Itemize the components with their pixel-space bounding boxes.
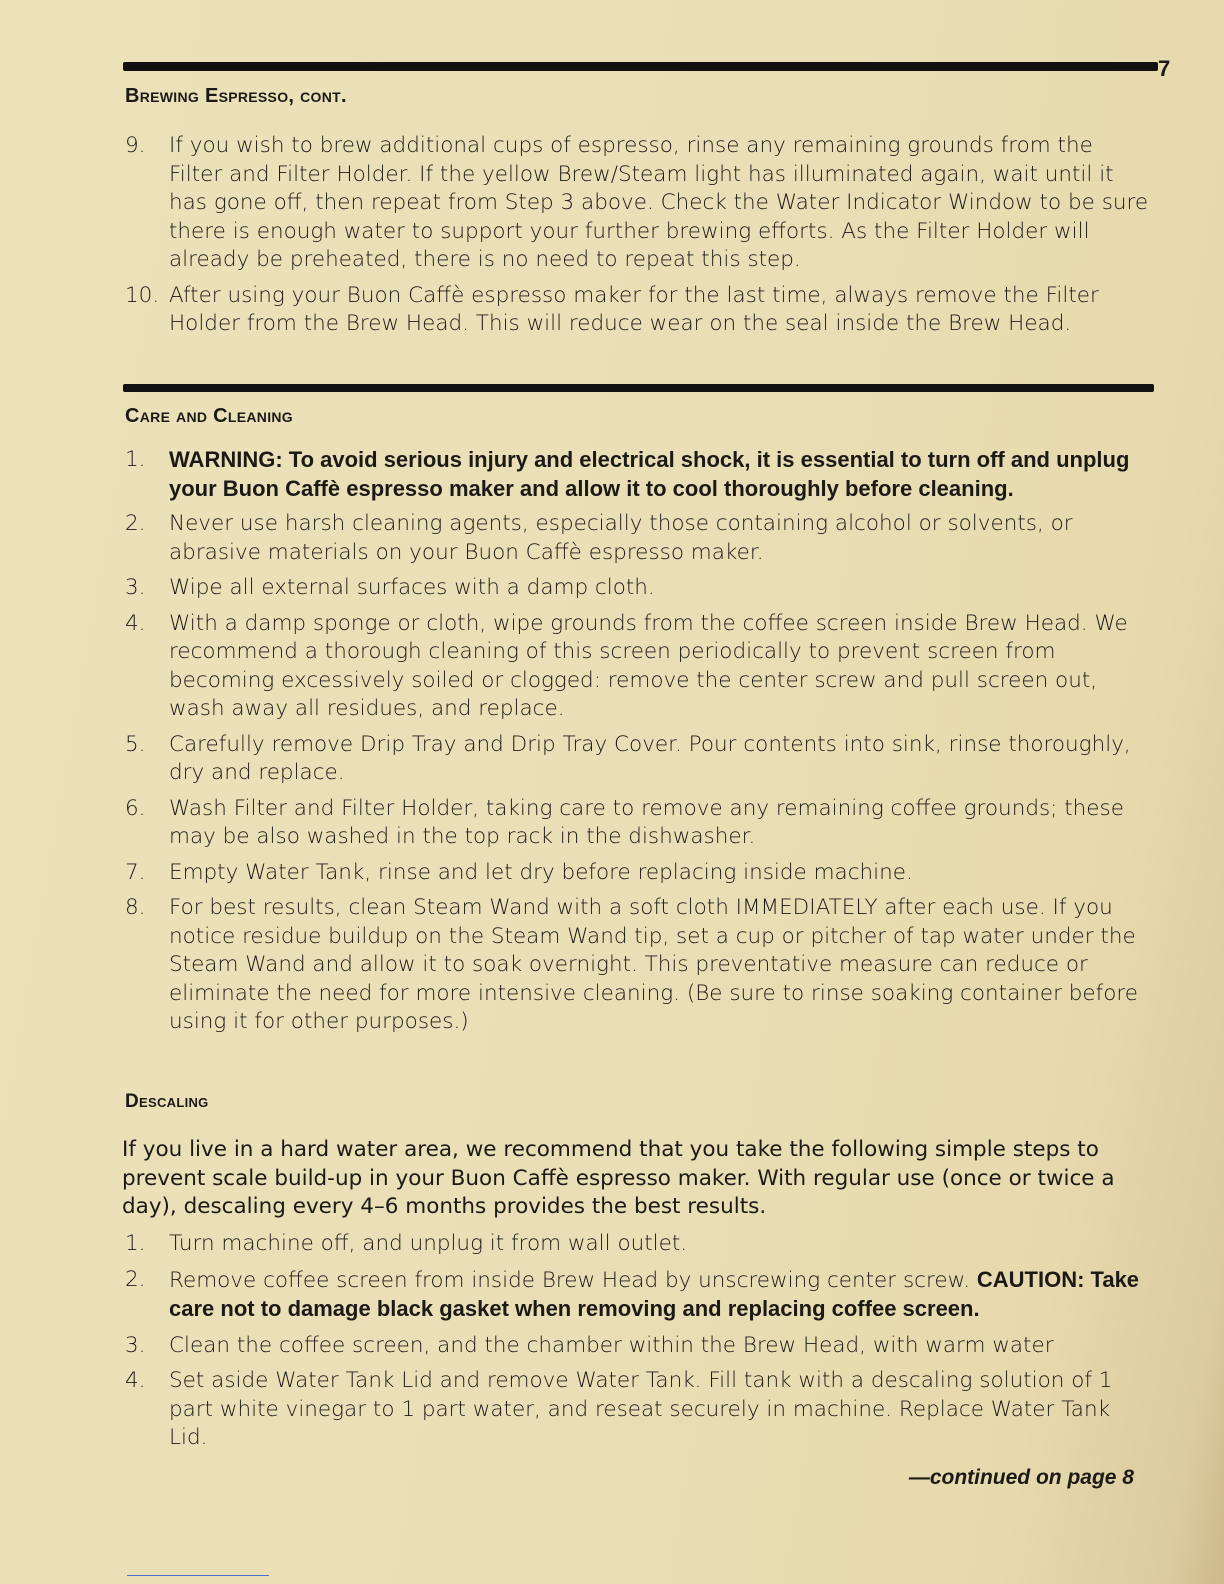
list-item	[125, 282, 1151, 339]
step-number: 2.	[125, 1266, 146, 1292]
brewing-steps-list	[125, 132, 1151, 346]
list-item	[125, 574, 1151, 603]
page-number: 7	[1158, 56, 1171, 81]
list-item	[125, 446, 1151, 503]
step-text-with-caution	[169, 1266, 1151, 1325]
step-number: 1.	[125, 1231, 146, 1256]
list-item	[125, 859, 1151, 888]
step-number: 10.	[125, 282, 160, 308]
step-text: Clean the coffee screen, and the chamber within the Brew Head, with warm water	[169, 1332, 1054, 1358]
care-steps-list	[125, 446, 1151, 1044]
list-item	[125, 1367, 1151, 1453]
step-text: Wash Filter and Filter Holder, taking care to remove any remaining coffee grounds; these may be also washed in the top rack in the dishwasher.	[169, 795, 1124, 849]
list-item	[125, 132, 1151, 275]
list-item	[125, 795, 1151, 852]
step-number: 2.	[125, 511, 146, 536]
heading-brewing-espresso-cont: Brewing Espresso, cont.	[125, 85, 347, 107]
step-number: 4.	[125, 610, 146, 636]
step-number: 9.	[125, 133, 146, 158]
step-text: Remove coffee screen from inside Brew Head by unscrewing center screw.	[169, 1267, 971, 1293]
step-number: 1.	[125, 447, 146, 472]
step-number: 3.	[125, 1332, 146, 1358]
step-number: 5.	[125, 731, 146, 757]
list-item	[125, 610, 1151, 724]
step-text: After using your Buon Caffè espresso maker for the last time, always remove the Filter Holder from the Brew Head. This will reduce wear on the seal inside the Brew Head.	[169, 282, 1099, 336]
list-item	[125, 894, 1151, 1037]
list-item	[125, 510, 1151, 567]
continued-note: —continued on page 8	[908, 1466, 1134, 1489]
caution-text: CAUTION: Take care not to damage black gasket when removing and replacing coffee screen.	[169, 1266, 1140, 1321]
step-text: For best results, clean Steam Wand with a soft cloth IMMEDIATELY after each use. If you notice residue buildup on the Steam Wand tip, set a cup or pitcher of tap water under the Steam Wand and allow it to soak overnight. This preventative measure can reduce or eliminate the need for more intensive cleaning. (Be sure to rinse soaking container before using it for other purposes.)	[169, 895, 1138, 1034]
heading-descaling: Descaling	[125, 1091, 209, 1112]
step-number: 4.	[125, 1368, 146, 1393]
step-text: Wipe all external surfaces with a damp cloth.	[169, 575, 655, 600]
section-rule-top	[123, 62, 1158, 71]
list-item	[125, 1230, 1151, 1259]
step-text: Empty Water Tank, rinse and let dry before replacing inside machine.	[169, 859, 913, 885]
step-number: 6.	[125, 795, 146, 821]
step-text: If you wish to brew additional cups of espresso, rinse any remaining grounds from the Filter and Filter Holder. If the yellow Brew/Steam light has illuminated again, wait until it has gone off, then repeat from Step 3 above. Check the Water Indicator Window to be sure there is enough water to support your further brewing efforts. As the Filter Holder will already be preheated, there is no need to repeat this step.	[169, 133, 1149, 272]
step-text: Carefully remove Drip Tray and Drip Tray Cover. Pour contents into sink, rinse thoroughly, dry and replace.	[169, 731, 1131, 785]
step-text: Never use harsh cleaning agents, especially those containing alcohol or solvents, or abrasive materials on your Buon Caffè espresso maker.	[169, 511, 1073, 565]
warning-text: WARNING: To avoid serious injury and electrical shock, it is essential to turn off and unplug your Buon Caffè espresso maker and allow it to cool thoroughly before cleaning.	[169, 447, 1130, 501]
step-text: Set aside Water Tank Lid and remove Water Tank. Fill tank with a descaling solution of 1 part white vinegar to 1 part water, and reseat securely in machine. Replace Water Tank Lid.	[169, 1368, 1113, 1450]
descaling-intro: If you live in a hard water area, we recommend that you take the following simple steps to prevent scale build-up in your Buon Caffè espresso maker. With regular use (once or twice a day), descaling every 4–6 months provides the best results.	[122, 1137, 1115, 1219]
step-number: 7.	[125, 859, 146, 885]
section-rule-care	[123, 384, 1154, 392]
step-number: 3.	[125, 575, 146, 600]
step-number: 8.	[125, 895, 146, 920]
list-item	[125, 1332, 1151, 1361]
bottom-edge-line	[127, 1575, 269, 1576]
step-text: Turn machine off, and unplug it from wall outlet.	[169, 1231, 688, 1256]
descaling-steps-list	[125, 1230, 1151, 1460]
list-item	[125, 731, 1151, 788]
list-item	[125, 1266, 1151, 1325]
step-text: With a damp sponge or cloth, wipe grounds from the coffee screen inside Brew Head. We recommend a thorough cleaning of this screen periodically to prevent screen from becoming excessively soiled or clogged: remove the center screw and pull screen out, wash away all residues, and replace.	[169, 610, 1128, 721]
heading-care-and-cleaning: Care and Cleaning	[125, 405, 293, 427]
